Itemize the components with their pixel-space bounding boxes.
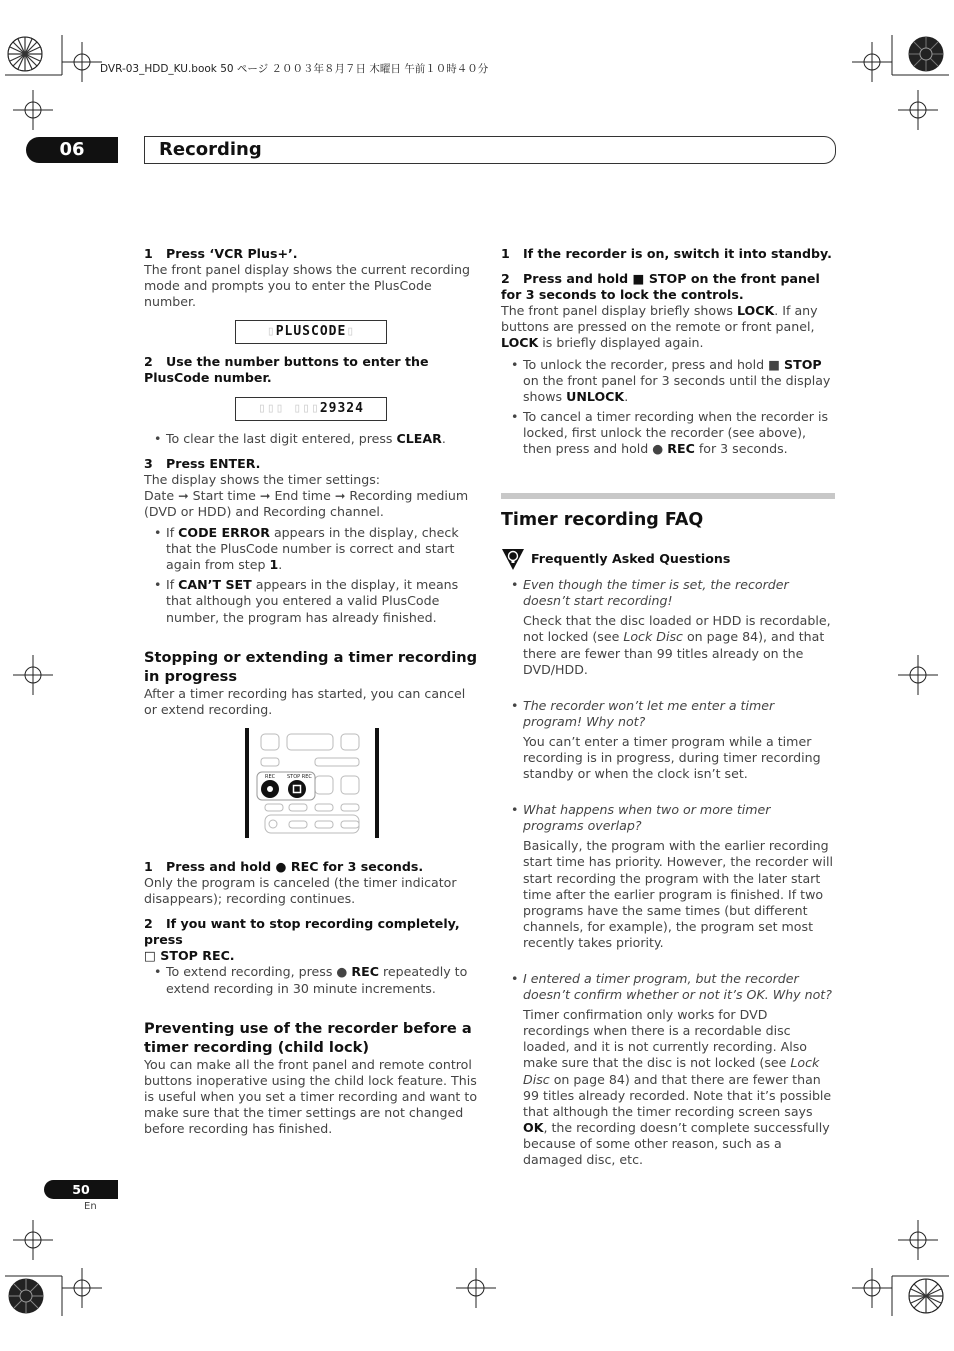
section-subheading: Preventing use of the recorder before a timer recording (child lock) <box>144 1019 472 1056</box>
step-heading: 1 If the recorder is on, switch it into standby. <box>501 246 832 261</box>
page-language: En <box>84 1201 97 1212</box>
faq-question: • What happens when two or more timer programs overlap? <box>501 802 835 834</box>
stop-rec-button-label: STOP REC <box>287 773 312 780</box>
step-text: The front panel display briefly shows LOCK. If any buttons are pressed on the remote or front panel, LOCK is briefly displayed again. <box>501 303 818 351</box>
crosshair-target-icon <box>456 1268 496 1308</box>
front-panel-display: ▯▯▯ ▯▯▯29324 <box>235 397 387 421</box>
step-heading: 2 Press and hold ■ STOP on the front panel for 3 seconds to lock the controls. <box>501 271 820 303</box>
step-heading: 2 If you want to stop recording completely, press □ STOP REC. <box>144 916 460 964</box>
faq-answer: Basically, the program with the earlier recording start time has priority. However, the recorder will start recording the program with the later start time after the earlier program is finished. If two programs have the same times (but different channels, for example), the program set most recently takes priority. <box>523 838 833 950</box>
list-item: • To extend recording, press ● REC repeatedly to extend recording in 30 minute increments. <box>144 964 478 996</box>
faq-question: • I entered a timer program, but the recorder doesn’t confirm whether or not it’s OK. Why not? <box>501 971 835 1003</box>
section-title: Timer recording FAQ <box>501 510 704 531</box>
crosshair-target-icon <box>13 1220 53 1260</box>
chapter-number: 06 <box>26 137 118 163</box>
faq-lightbulb-icon <box>501 547 525 571</box>
chapter-title: Recording <box>144 136 836 164</box>
list-item: • To unlock the recorder, press and hold ■ STOP on the front panel for 3 seconds until the display shows UNLOCK. <box>501 357 835 405</box>
file-header: DVR-03_HDD_KU.book 50 ページ ２００３年８月７日 木曜日 午前１０時４０分 <box>100 63 489 75</box>
step-heading: 1 Press and hold ● REC for 3 seconds. <box>144 858 424 874</box>
registration-starburst-icon <box>909 1279 943 1313</box>
section-text: After a timer recording has started, you can cancel or extend recording. <box>144 685 466 717</box>
list-item: • To clear the last digit entered, press CLEAR. <box>144 431 478 447</box>
step-text: The front panel display shows the current recording mode and prompts you to enter the PlusCode number. <box>144 262 470 310</box>
registration-starburst-icon <box>8 37 42 71</box>
step-heading: 3 Press ENTER. <box>144 455 261 471</box>
stop-rec-button-icon <box>288 780 306 798</box>
bullet-list <box>144 964 478 996</box>
step-text: Only the program is canceled (the timer indicator disappears); recording continues. <box>144 874 457 907</box>
bullet-list <box>144 431 478 447</box>
bullet-list <box>501 357 835 458</box>
list-item: • If CAN’T SET appears in the display, it means that although you entered a valid PlusCode number, the program has already finished. <box>144 577 478 625</box>
registration-starburst-icon <box>9 1279 43 1313</box>
list-item: • To cancel a timer recording when the recorder is locked, first unlock the recorder (see above), then press and hold ● REC for 3 seconds. <box>501 409 835 457</box>
crosshair-target-icon <box>898 655 938 695</box>
crosshair-target-icon <box>62 42 102 82</box>
crosshair-target-icon <box>852 42 892 82</box>
section-subheading: Stopping or extending a timer recording in progress <box>144 648 478 685</box>
step-heading: 2 Use the number buttons to enter the PlusCode number. <box>144 354 429 386</box>
remote-control-illustration <box>245 728 379 838</box>
crosshair-target-icon <box>852 1268 892 1308</box>
crosshair-target-icon <box>13 655 53 695</box>
crosshair-target-icon <box>62 1268 102 1308</box>
faq-answer: You can’t enter a timer program while a timer recording is in progress, during timer recording standby or when the clock isn’t set. <box>523 733 821 782</box>
page-number: 50 <box>44 1180 118 1199</box>
crosshair-target-icon <box>898 1220 938 1260</box>
faq-heading: Frequently Asked Questions <box>501 547 835 571</box>
registration-starburst-icon <box>909 37 943 71</box>
crosshair-target-icon <box>898 90 938 130</box>
front-panel-display: ▯PLUSCODE▯ <box>235 320 387 344</box>
right-column <box>501 246 835 1168</box>
step-text: Date ➞ Start time ➞ End time ➞ Recording medium (DVD or HDD) and Recording channel. <box>144 487 469 519</box>
rec-button-icon <box>261 780 279 798</box>
faq-question: • The recorder won’t let me enter a timer program! Why not? <box>501 698 835 730</box>
section-divider <box>501 493 835 499</box>
step-heading: 1 Press ‘VCR Plus+’. <box>144 246 298 261</box>
step-text: The display shows the timer settings: <box>144 471 381 487</box>
bullet-list <box>144 525 478 626</box>
faq-answer: Timer confirmation only works for DVD recordings when there is a recordable disc loaded, and it is not currently recording. Also make sure that the disc is not locked (see Lock Disc on page 84) and that there are fewer than 99 titles already recorded. Note that it’s possible that although the timer recording screen says OK, the recording doesn’t complete successfully because of some other reason, such as a damaged disc, etc. <box>523 1007 832 1168</box>
rec-button-label: REC <box>265 773 276 780</box>
list-item: • If CODE ERROR appears in the display, check that the PlusCode number is correct and start again from step 1. <box>144 525 478 573</box>
section-text: You can make all the front panel and remote control buttons inoperative using the child lock feature. This is useful when you set a timer recording and want to make sure that the timer settings are not changed before recording has finished. <box>144 1056 478 1136</box>
crosshair-target-icon <box>13 90 53 130</box>
left-column <box>144 246 478 1137</box>
faq-answer: Check that the disc loaded or HDD is recordable, not locked (see Lock Disc on page 84), and that there are fewer than 99 titles already on the DVD/HDD. <box>523 613 831 677</box>
faq-question: • Even though the timer is set, the recorder doesn’t start recording! <box>501 577 835 609</box>
